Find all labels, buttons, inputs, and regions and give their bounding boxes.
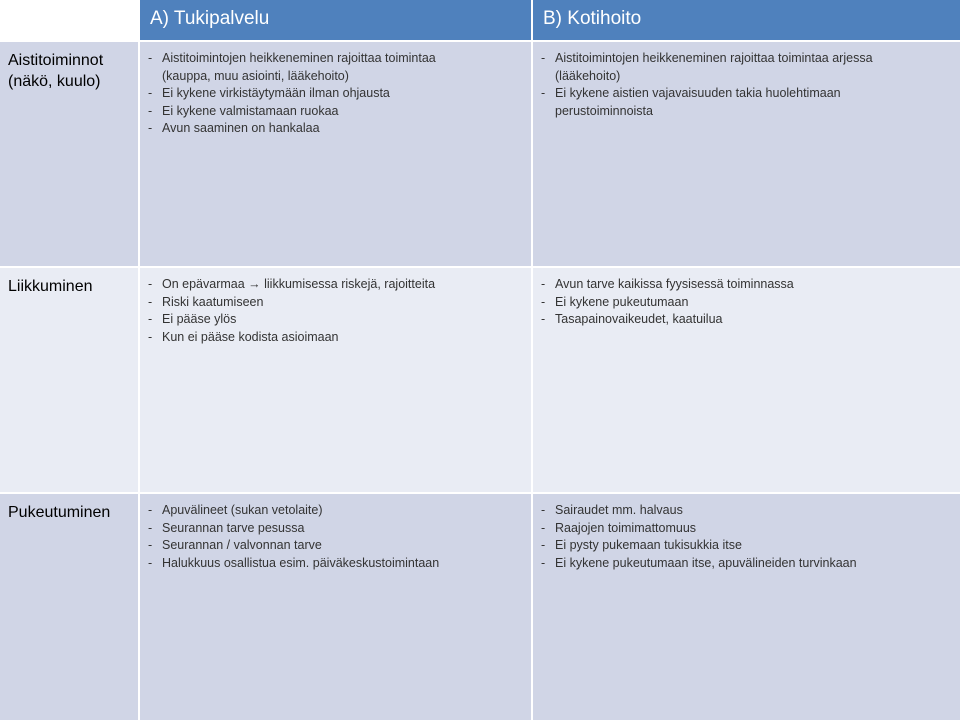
list-item <box>148 276 531 294</box>
dash-bullet: - <box>148 329 153 344</box>
dash-bullet: - <box>541 555 546 570</box>
dash-bullet: - <box>541 503 546 517</box>
dash-bullet: - <box>148 121 153 136</box>
dash-bullet: - <box>148 86 153 101</box>
bullet-list <box>533 268 960 329</box>
list-item-text: Sairaudet mm. halvaus <box>555 503 683 517</box>
dash-bullet: - <box>541 294 546 309</box>
dash-bullet: - <box>148 555 153 570</box>
row-label <box>0 42 138 92</box>
list-item-text: Ei kykene pukeutumaan <box>555 294 689 309</box>
row-label-line: (näkö, kuulo) <box>8 73 101 90</box>
list-item-text: Ei kykene aistien vajavaisuuden takia huolehtimaan <box>555 86 841 101</box>
list-item <box>148 502 531 520</box>
list-item <box>541 85 960 120</box>
list-item-text: Ei pysty pukemaan tukisukkia itse <box>555 538 742 553</box>
list-item <box>541 50 960 85</box>
bullet-list <box>140 494 531 572</box>
list-item <box>541 311 960 329</box>
list-item <box>148 50 531 85</box>
cell-kotihoito <box>533 42 960 266</box>
row-label-line: Aistitoiminnot <box>8 52 104 69</box>
row-aistitoiminnot <box>0 42 960 266</box>
cell-tukipalvelu <box>140 494 531 720</box>
dash-bullet: - <box>148 51 153 65</box>
list-item <box>148 120 531 138</box>
list-item <box>541 294 960 312</box>
list-item <box>148 311 531 329</box>
header-cell-tukipalvelu <box>140 0 531 40</box>
list-item-text: Ei kykene virkistäytymään ilman ohjausta <box>162 86 390 101</box>
list-item <box>148 329 531 347</box>
cell-kotihoito <box>533 268 960 492</box>
list-item-continuation: (kauppa, muu asiointi, lääkehoito) <box>162 68 349 83</box>
list-item <box>541 520 960 538</box>
list-item <box>541 276 960 294</box>
dash-bullet: - <box>148 277 153 291</box>
cell-kotihoito <box>533 494 960 720</box>
list-item <box>148 537 531 555</box>
list-item-text: Ei pääse ylös <box>162 312 237 327</box>
dash-bullet: - <box>541 277 546 291</box>
list-item-text: Ei kykene pukeutumaan itse, apuvälineiden turvinkaan <box>555 555 857 570</box>
list-item-text: Avun saaminen on hankalaa <box>162 121 320 136</box>
cell-tukipalvelu <box>140 42 531 266</box>
list-item <box>541 555 960 573</box>
list-item <box>541 502 960 520</box>
bullet-list <box>533 42 960 120</box>
column-b-title: B) Kotihoito <box>543 8 642 29</box>
header-cell-kotihoito <box>533 0 960 40</box>
column-a-title: A) Tukipalvelu <box>150 8 270 29</box>
bullet-list <box>533 494 960 572</box>
dash-bullet: - <box>541 86 546 101</box>
dash-bullet: - <box>148 294 153 309</box>
list-item-text: Avun tarve kaikissa fyysisessä toiminnassa <box>555 277 794 291</box>
dash-bullet: - <box>541 538 546 553</box>
header-corner-cell <box>0 0 138 40</box>
dash-bullet: - <box>148 520 153 535</box>
list-item <box>148 520 531 538</box>
list-item-text: Apuvälineet (sukan vetolaite) <box>162 503 323 517</box>
bullet-list <box>140 268 531 346</box>
list-item-text: Seurannan / valvonnan tarve <box>162 538 322 553</box>
dash-bullet: - <box>148 538 153 553</box>
list-item-text: Raajojen toimimattomuus <box>555 520 697 535</box>
dash-bullet: - <box>148 312 153 327</box>
list-item-text: Riski kaatumiseen <box>162 294 264 309</box>
list-item-text: Aistitoimintojen heikkeneminen rajoittaa toimintaa <box>162 51 436 65</box>
row-label-cell <box>0 268 138 492</box>
list-item-continuation: (lääkehoito) <box>555 68 621 83</box>
list-item <box>148 103 531 121</box>
row-label-cell <box>0 42 138 266</box>
list-item-continuation: perustoiminnoista <box>555 103 653 118</box>
header-row <box>0 0 960 40</box>
dash-bullet: - <box>541 520 546 535</box>
list-item <box>148 555 531 573</box>
list-item-text: Kun ei pääse kodista asioimaan <box>162 329 339 344</box>
dash-bullet: - <box>541 51 546 65</box>
list-item-text: Halukkuus osallistua esim. päiväkeskustoimintaan <box>162 555 440 570</box>
list-item <box>148 294 531 312</box>
dash-bullet: - <box>541 312 546 327</box>
list-item <box>148 85 531 103</box>
row-label: Pukeutuminen <box>8 504 111 521</box>
list-item-text: On epävarmaa → liikkumisessa riskejä, rajoitteita <box>162 277 436 291</box>
list-item-text: Tasapainovaikeudet, kaatuilua <box>555 312 723 327</box>
row-liikkuminen <box>0 268 960 492</box>
dash-bullet: - <box>148 103 153 118</box>
list-item-text: Seurannan tarve pesussa <box>162 520 305 535</box>
row-label-cell <box>0 494 138 720</box>
list-item <box>541 537 960 555</box>
cell-tukipalvelu <box>140 268 531 492</box>
dash-bullet: - <box>148 503 153 517</box>
bullet-list <box>140 42 531 138</box>
row-pukeutuminen <box>0 494 960 720</box>
row-label: Liikkuminen <box>8 278 93 295</box>
list-item-text: Ei kykene valmistamaan ruokaa <box>162 103 339 118</box>
list-item-text: Aistitoimintojen heikkeneminen rajoittaa toimintaa arjessa <box>555 51 873 65</box>
